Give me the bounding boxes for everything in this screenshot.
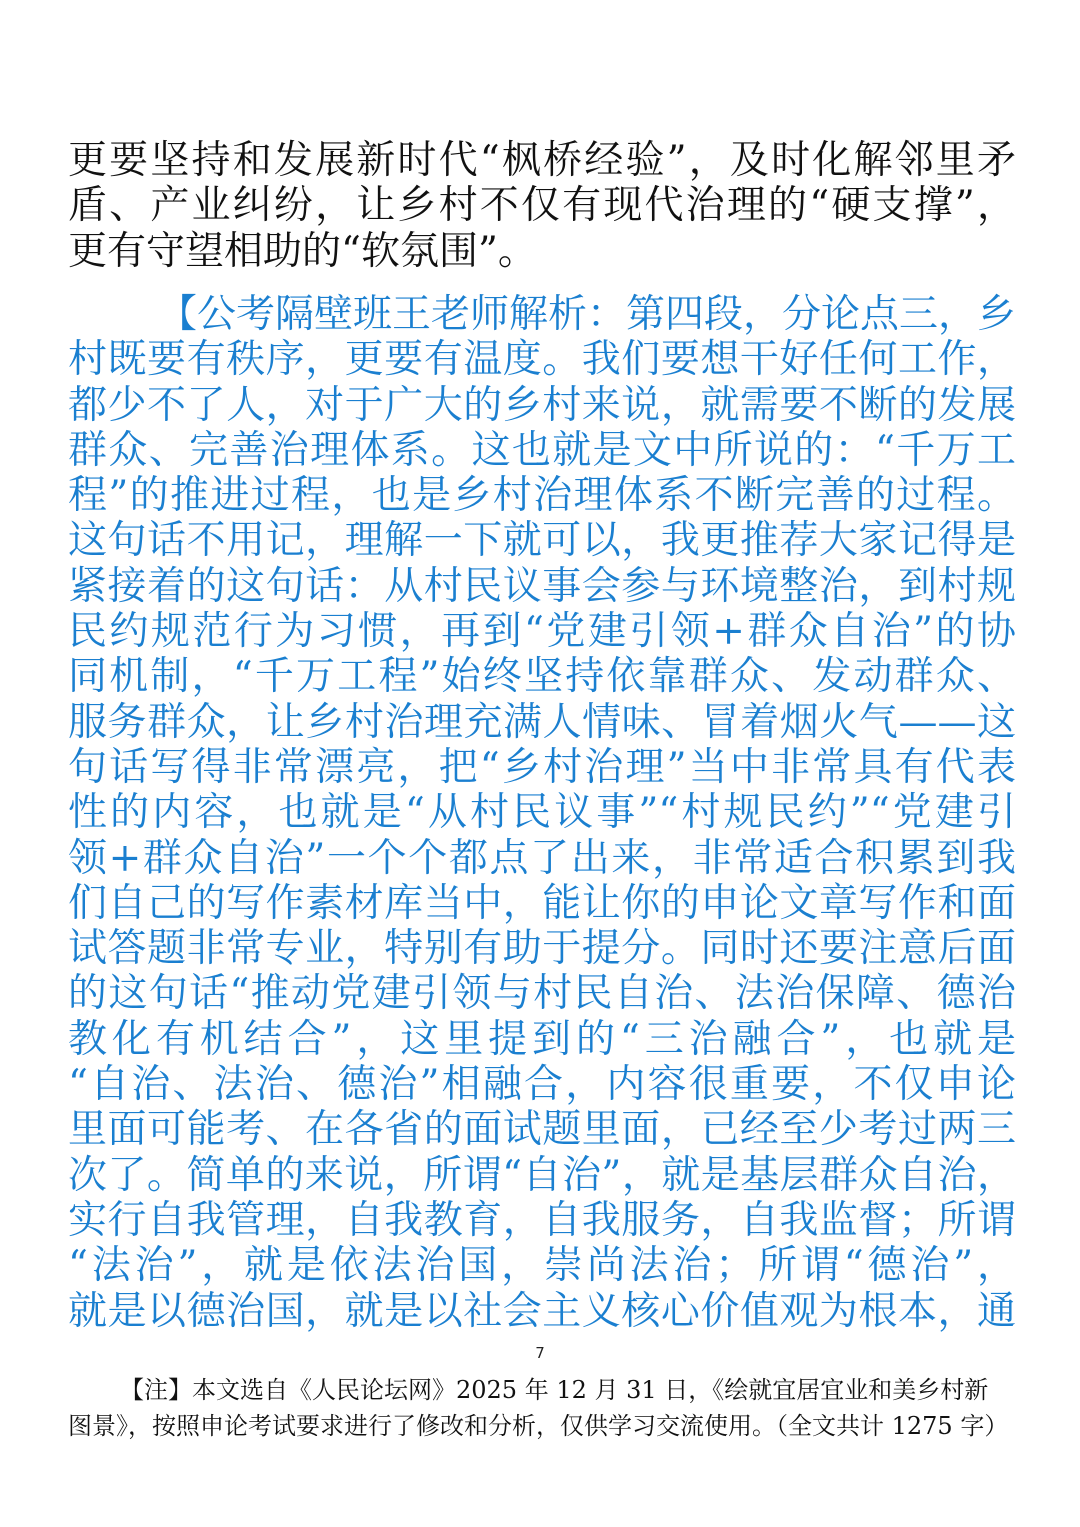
analysis-line: 试答题非常专业，特别有助于提分。同时还要注意后面 bbox=[68, 926, 1016, 972]
analysis-line: “法治”，就是依法治国，崇尚法治；所谓“德治”， bbox=[68, 1243, 1016, 1289]
analysis-line: 实行自我管理，自我教育，自我服务，自我监督；所谓 bbox=[68, 1197, 1016, 1243]
analysis-line: 【公考隔壁班王老师解析：第四段，分论点三，乡 bbox=[158, 292, 1017, 337]
analysis-line: 次了。简单的来说，所谓“自治”，就是基层群众自治， bbox=[68, 1152, 1016, 1198]
analysis-line: 就是以德治国，就是以社会主义核心价值观为根本，通 bbox=[68, 1288, 1016, 1334]
analysis-line: 性的内容，也就是“从村民议事”“村规民约”“党建引 bbox=[68, 790, 1016, 836]
analysis-line: 程”的推进过程，也是乡村治理体系不断完善的过程。 bbox=[68, 473, 1016, 519]
analysis-line: 句话写得非常漂亮，把“乡村治理”当中非常具有代表 bbox=[68, 744, 1016, 790]
analysis-line: 群众、完善治理体系。这也就是文中所说的：“千万工 bbox=[68, 427, 1016, 473]
analysis-line: 的这句话“推动党建引领与村民自治、法治保障、德治 bbox=[68, 971, 1016, 1017]
analysis-line: 民约规范行为习惯，再到“党建引领+群众自治”的协 bbox=[68, 609, 1016, 655]
analysis-line: 这句话不用记，理解一下就可以，我更推荐大家记得是 bbox=[68, 518, 1016, 564]
analysis-line: 教化有机结合”，这里提到的“三治融合”，也就是 bbox=[68, 1016, 1016, 1062]
analysis-line: 服务群众，让乡村治理充满人情味、冒着烟火气——这 bbox=[68, 699, 1016, 745]
analysis-line: 村既要有秩序，更要有温度。我们要想干好任何工作， bbox=[68, 337, 1016, 383]
analysis-line: 都少不了人，对于广大的乡村来说，就需要不断的发展 bbox=[68, 382, 1016, 428]
article-paragraph bbox=[68, 138, 1016, 274]
teacher-analysis-paragraph bbox=[68, 292, 1016, 1334]
analysis-line: 紧接着的这句话：从村民议事会参与环境整治，到村规 bbox=[68, 563, 1016, 609]
article-line: 更有守望相助的“软氛围”。 bbox=[68, 228, 537, 274]
source-note bbox=[68, 1372, 1018, 1444]
page-number: 7 bbox=[535, 1344, 545, 1362]
source-note-line: 图景》，按照申论考试要求进行了修改和分析，仅供学习交流使用。（全文共计 1275 字） bbox=[68, 1412, 1009, 1440]
article-line: 盾、产业纠纷，让乡村不仅有现代治理的“硬支撑”， bbox=[68, 183, 1016, 229]
analysis-line: “自治、法治、德治”相融合，内容很重要，不仅申论 bbox=[68, 1062, 1016, 1108]
analysis-line: 里面可能考、在各省的面试题里面，已经至少考过两三 bbox=[68, 1107, 1016, 1153]
analysis-line: 同机制，“千万工程”始终坚持依靠群众、发动群众、 bbox=[68, 654, 1016, 700]
source-note-line: 【注】本文选自《人民论坛网》2025 年 12 月 31 日，《绘就宜居宜业和美乡村新 bbox=[120, 1376, 989, 1404]
analysis-line: 们自己的写作素材库当中，能让你的申论文章写作和面 bbox=[68, 880, 1016, 926]
analysis-line: 领+群众自治”一个个都点了出来，非常适合积累到我 bbox=[68, 835, 1016, 881]
article-line: 更要坚持和发展新时代“枫桥经验”，及时化解邻里矛 bbox=[68, 138, 1016, 183]
